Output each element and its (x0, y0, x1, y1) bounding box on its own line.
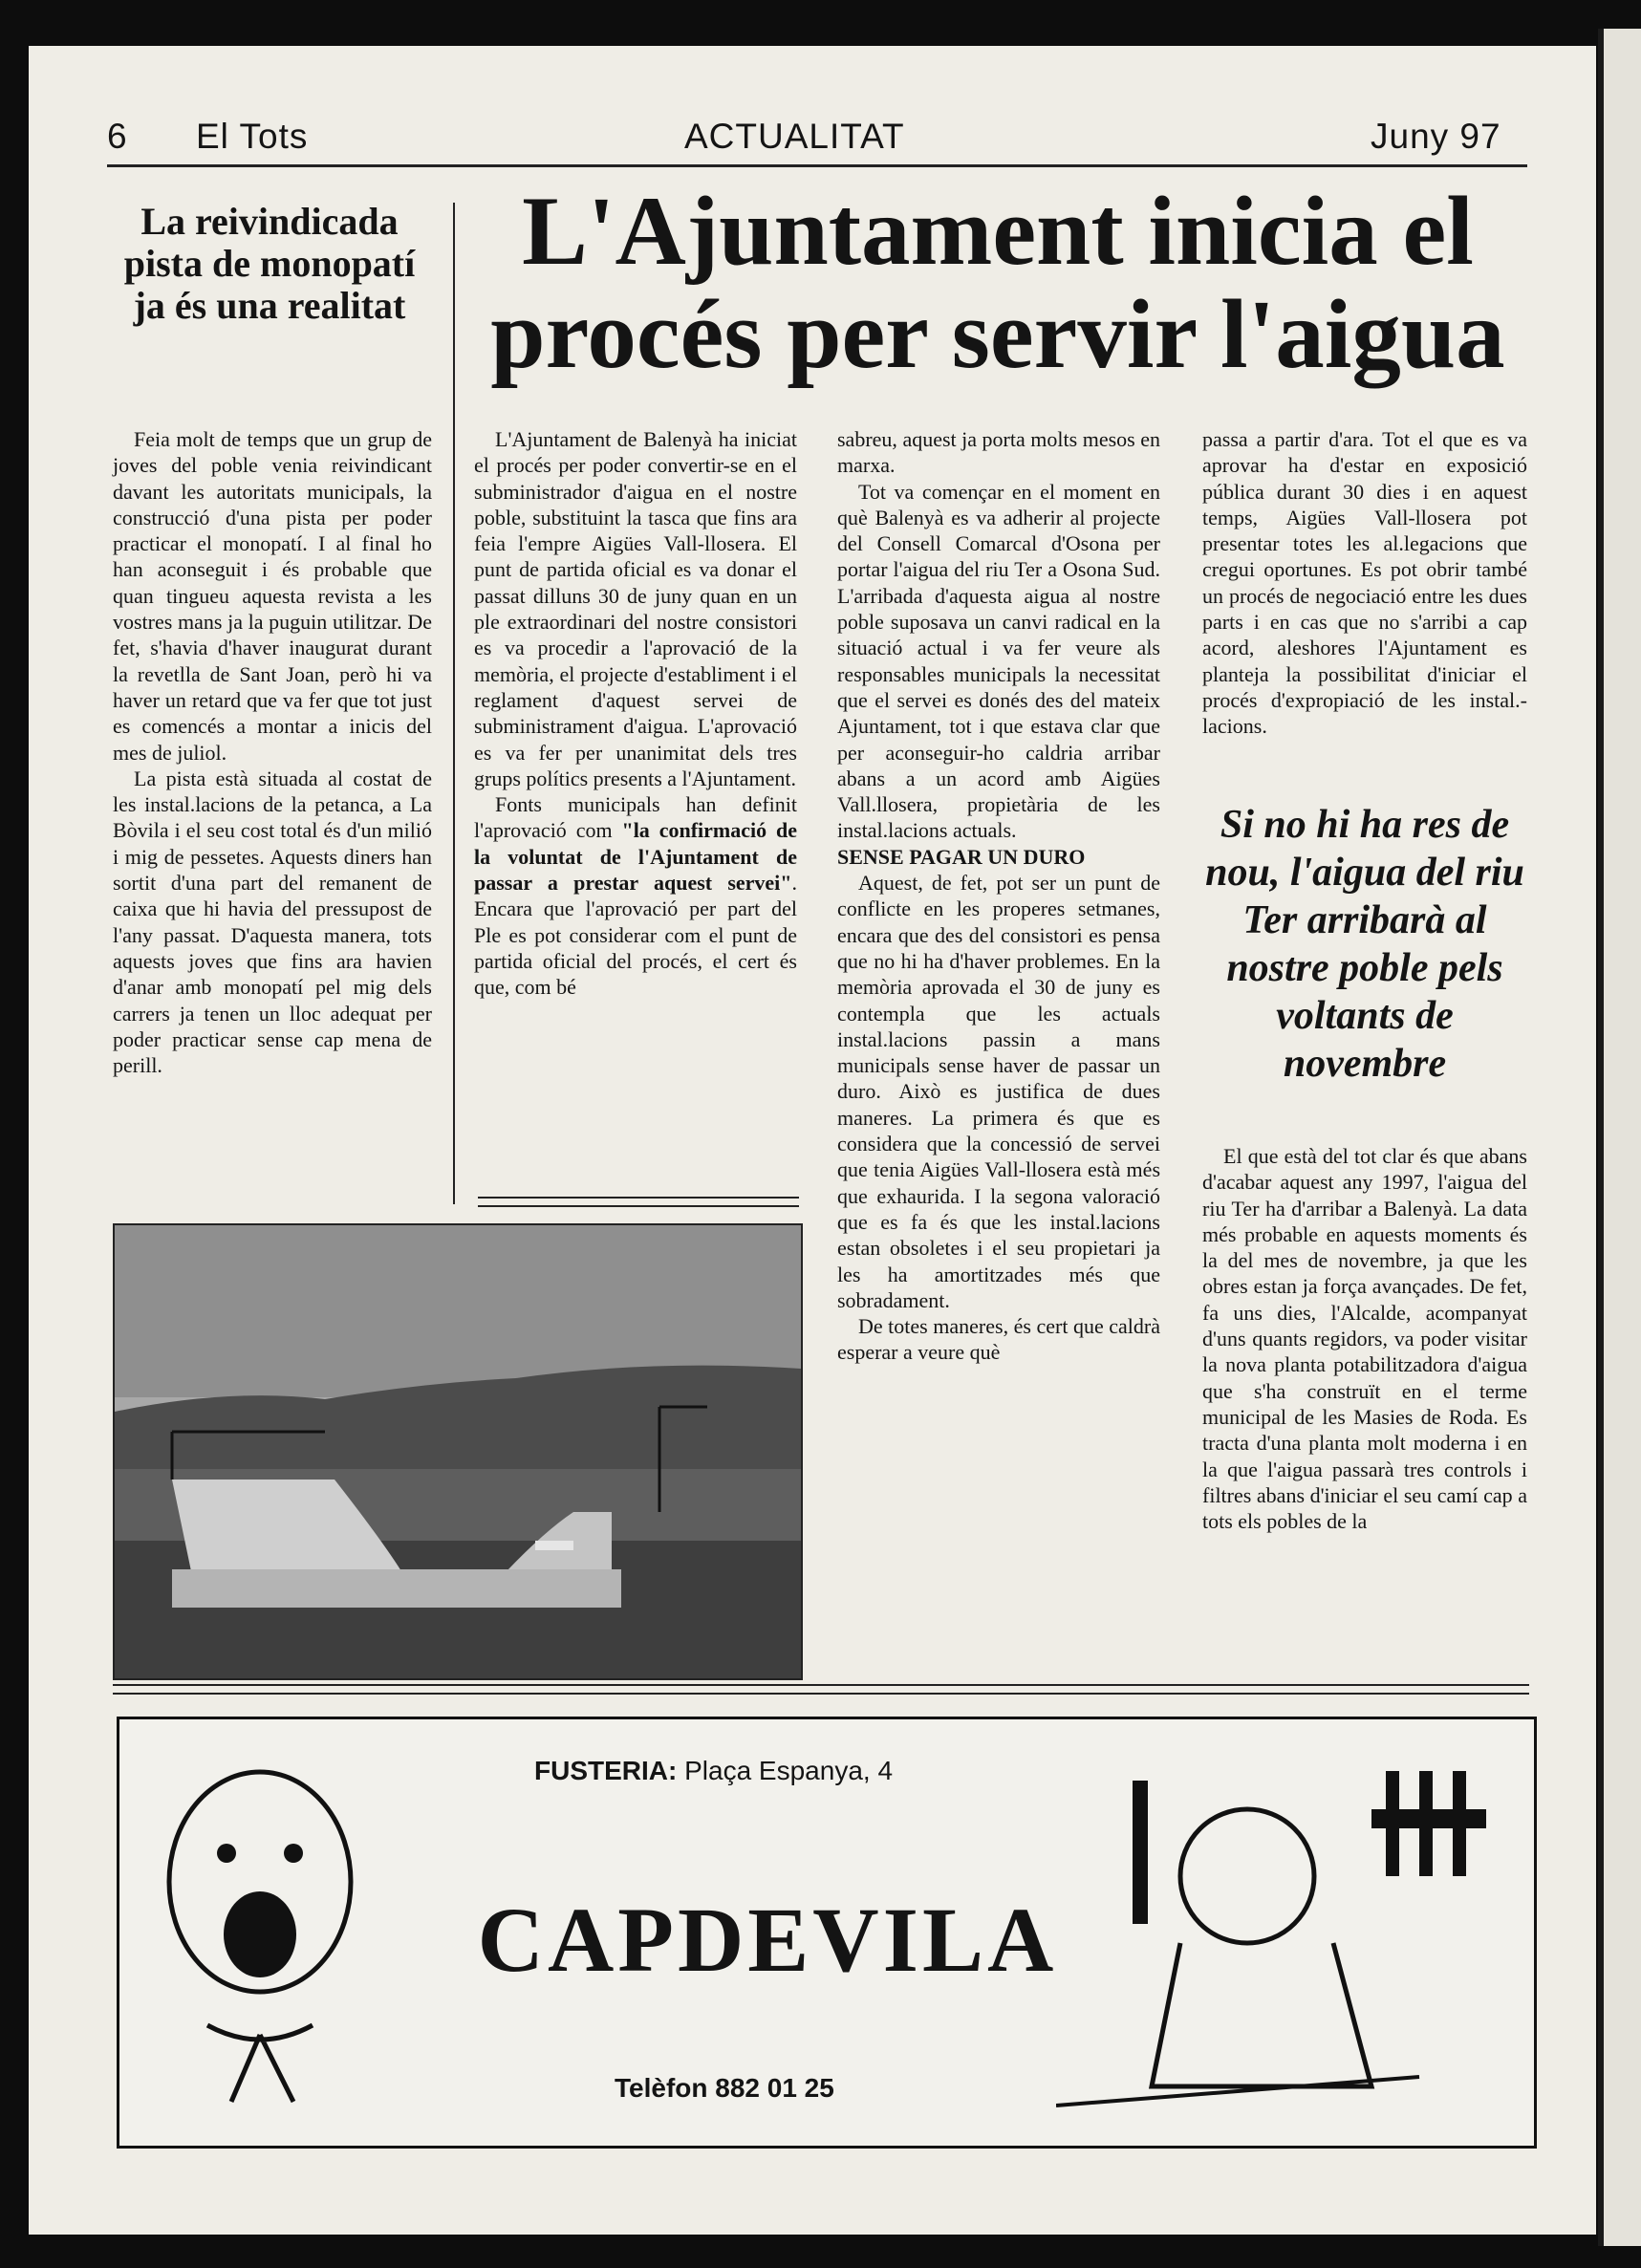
pull-quote: Si no hi ha res de nou, l'aigua del riu Ter arribarà al nostre poble pels voltants de novembre (1205, 803, 1524, 1086)
publication-name: El Tots (196, 117, 309, 156)
quote-highlight: "la confirmació de la voluntat de l'Ajuntament de passar a prestar aquest servei" (474, 818, 798, 896)
crying-baby-icon (140, 1739, 379, 2121)
article-paragraph: Tot va començar en el moment en què Balenyà es va adherir al projecte del Consell Comarcal d'Osona per portar l'aigua del riu Ter a Osona Sud. L'arribada d'aquesta aigua al nostre poble suposava un canvi radical en la situació actual i va fer veure als responsables municipals la necessitat que el servei es donés des del mateix Ajuntament, tot i que estava clar que per aconseguir-ho caldria arribar abans a un acord amb Aigües Vall.llosera, propietària de les instal.lacions actuals. (837, 479, 1160, 843)
article-paragraph: passa a partir d'ara. Tot el que es va aprovar ha d'estar en exposició pública durant 30 dies i en aquest temps, Aigües Vall-llosera pot presentar totes les al.legacions que cregui oportunes. Es pot obrir també un procés de negociació entre les dues parts i en cas que no s'arribi a cap acord, aleshores l'Ajuntament es planteja la possibilitat d'iniciar el procés d'expropiació de les instal.-lacions. (1202, 427, 1527, 739)
business-name: CAPDEVILA (477, 1889, 1058, 1991)
next-page-edge (1598, 29, 1641, 2246)
main-article-column-2 (837, 426, 1160, 1366)
main-headline: L'Ajuntament inicia el procés per servir l'aigua (490, 177, 1505, 389)
issue-date: Juny 97 (1371, 117, 1501, 156)
column-divider (453, 203, 455, 1204)
ad-address: FUSTERIA: Plaça Espanya, 4 (534, 1756, 894, 1785)
side-article-body (113, 426, 432, 1078)
subheading: SENSE PAGAR UN DURO (837, 844, 1086, 869)
article-paragraph: sabreu, aquest ja porta molts mesos en marxa. (837, 427, 1160, 478)
side-article-paragraph: Feia molt de temps que un grup de joves del poble venia reivindicant davant les autoritats municipals, la construcció d'una pista per poder practicar el monopatí. I al final ho han aconseguit i és probable que quan tingueu aquesta revista a les vostres mans ja la puguin utilitzar. De fet, s'havia d'haver inaugurat durant la revetlla de Sant Joan, però hi va haver un retard que va fer que tot just es comencés a montar a inicis del mes de juliol. (113, 427, 432, 765)
capdevila-advertisement (117, 1717, 1537, 2149)
skatepark-photo (113, 1223, 803, 1680)
section-title: ACTUALITAT (684, 117, 905, 156)
header-rule (107, 164, 1527, 167)
main-article-column-3 (1202, 426, 1527, 740)
carpenter-icon (1056, 1742, 1505, 2125)
side-article-title: La reivindicada pista de monopatí ja és una realitat (123, 200, 416, 327)
section-rule (113, 1684, 1529, 1695)
ad-phone: Telèfon 882 01 25 (615, 2073, 834, 2103)
skatepark-photo-image (115, 1225, 801, 1678)
main-article-column-1 (474, 426, 797, 1001)
column-end-rule (478, 1197, 799, 1207)
article-paragraph: De totes maneres, és cert que caldrà esperar a veure què (837, 1314, 1160, 1365)
main-article-column-3-continued (1202, 1143, 1527, 1534)
article-paragraph: Fonts municipals han definit l'aprovació com "la confirmació de la voluntat de l'Ajuntament de passar a prestar aquest servei". Encara que l'aprovació per part del Ple es pot considerar com el punt de partida oficial del procés, el cert és que, com bé (474, 792, 798, 1000)
side-article-paragraph: La pista està situada al costat de les instal.lacions de la petanca, a La Bòvila i el seu cost total és d'un milió i mig de pessetes. Aquests diners han sortit d'una part del remanent de caixa que hi havia del pressupost de l'any passat. D'aquesta manera, tots aquests joves que fins ara havien d'anar amb monopatí pel mig dels carrers ja tenen un lloc adequat per poder practicar sense cap mena de perill. (113, 766, 432, 1078)
article-paragraph: Aquest, de fet, pot ser un punt de conflicte en les properes setmanes, encara que des del consistori es pensa que no hi ha d'haver problemes. En la memòria aprovada el 30 de juny es contempla que les actuals instal.lacions passin a mans municipals sense haver de passar un duro. Això es justifica de dues maneres. La primera és que es considera que la concessió de servei que tenia Aigües Vall-llosera està més que exhaurida. I la segona valoració que es fa és que les instal.lacions estan obsoletes i el seu propietari ja les ha amortitzades més que sobradament. (837, 871, 1160, 1312)
article-paragraph: El que està del tot clar és que abans d'acabar aquest any 1997, l'aigua del riu Ter ha d'arribar a Balenyà. La data més probable en aquests moments és la del mes de novembre, ja que les obres estan ja força avançades. De fet, fa uns dies, l'Alcalde, acompanyat d'uns quants regidors, va poder visitar la nova planta potabilitzadora d'aigua que s'ha construït en el terme municipal de les Masies de Roda. Es tracta d'una planta molt moderna i en la que l'aigua passarà tres controls i filtres abans d'iniciar el seu camí cap a tots els pobles de la (1202, 1144, 1527, 1534)
article-paragraph: L'Ajuntament de Balenyà ha iniciat el procés per poder convertir-se en el subministrador d'aigua en el nostre poble, substituint la tasca que fins ara feia l'empre Aigües Vall-llosera. El punt de partida oficial es va donar el passat dilluns 30 de juny quan en un ple extraordinari del nostre consistori es va procedir a l'aprovació de la memòria, el projecte d'establiment i el reglament d'aquest servei de subministrament d'aigua. L'aprovació es va fer per unanimitat dels tres grups polítics presents a l'Ajuntament. (474, 427, 797, 790)
page-number: 6 (107, 117, 128, 156)
